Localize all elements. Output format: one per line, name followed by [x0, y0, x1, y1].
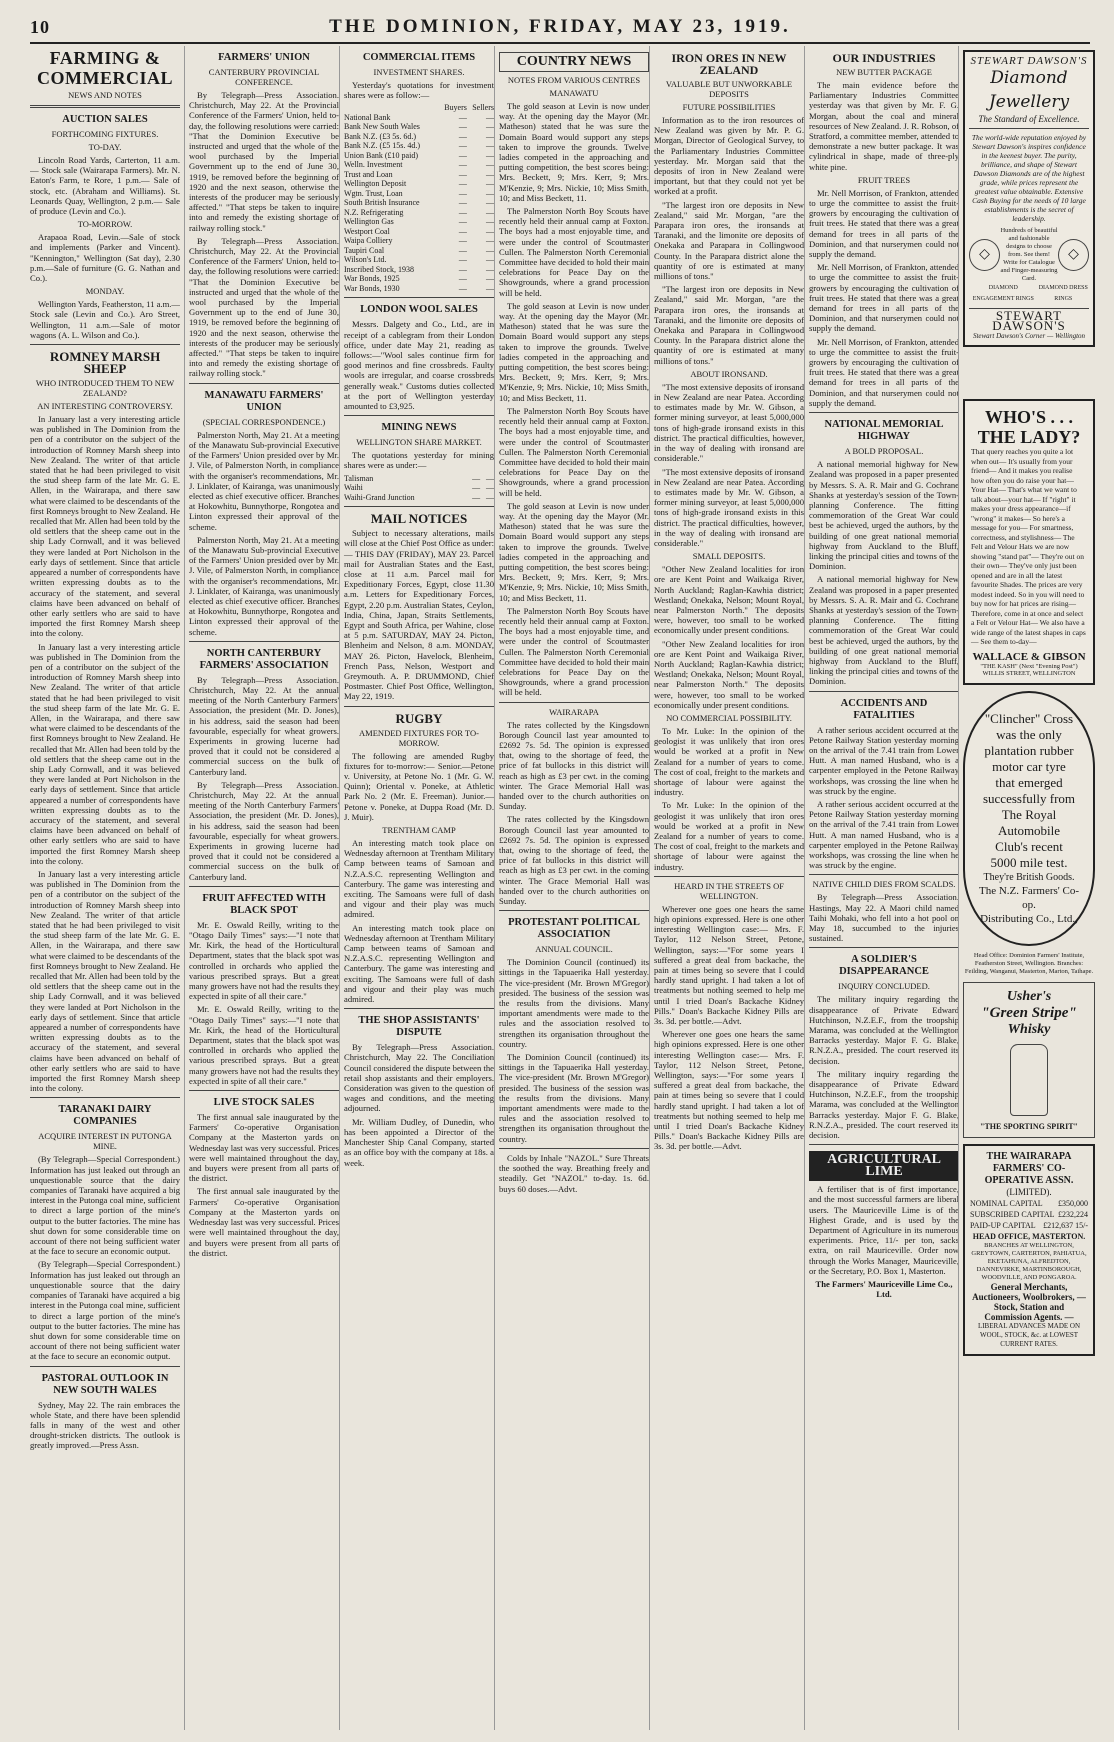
table-row — [344, 493, 494, 503]
lady-advert — [963, 399, 1095, 685]
coop-paidup-label: PAID-UP CAPITAL — [970, 1220, 1036, 1230]
shares-cell: — — [486, 226, 494, 236]
coop-subscribed-label: SUBSCRIBED CAPITAL — [970, 1209, 1055, 1219]
black-spot-text-repeat: Mr. E. Oswald Reilly, writing to the "Otago Daily Times" says:—"I note that Mr. Kirk, the head of the Horticultural Department, states that the black spot was controlled in orchards who applied the various prescribed sprays. But a great many growers have not had the results they expected in spite of all their care." — [189, 1004, 339, 1086]
shares-cell: War Bonds, 1925 — [344, 274, 400, 284]
table-row — [344, 227, 494, 237]
mining-table — [344, 474, 494, 503]
north-canterbury-text-repeat: By Telegraph—Press Association. Christchurch, May 22. At the annual meeting of the North Canterbury Farmers' Association, the president (Mr. D. Jones), in his address, said the season had been favourable, especially for wheat growers. Experiments in growing lucerne had proved that it could not be considered a commercial success on the bulk of Canterbury land. — [189, 779, 339, 882]
table-row — [344, 274, 494, 284]
shares-cell: — — [486, 179, 494, 189]
small-deposits-text-repeat: "Other New Zealand localities for iron ore are Kent Point and Waikaiga River, North Auckland; Raglan-Kawhia district; Westland; Onekaka, Nelson; Mount Royal, near Palmerston North." The deposits were, however, too small to be worked economically under present conditions. — [654, 638, 804, 710]
shares-cell: — — [486, 122, 494, 132]
section-banner: FARMING & COMMERCIAL — [37, 48, 173, 88]
dawson-text: The world-wide reputation enjoyed by Stewart Dawson's inspires confidence in the keenest buyer. The purity, brilliance, and shape of Stewart Dawson Diamonds are of the highest grade, while prices represent the greatest value obtainable. Extensive Cash Buying for the needs of 10 large establishments is the secret of leadership. — [971, 133, 1087, 224]
shares-cell: — — [486, 141, 494, 151]
auction-tomorrow: TO-MORROW. — [77, 219, 133, 230]
heard-text-repeat: Wherever one goes one hears the same high opinions expressed. Here is one other interesting Wellington case:— Mrs. F. Taylor, 112 Nelson Street, Petone, Wellington, says:—"For some years I suffered a great deal from backache, the pain at times being so severe that I could hardly stand upright. I had taken a lot of treatments but nothing seemed to help me until I tried Doan's Backache Kidney Pills." Doan's Backache Kidney Pills are 3s. 3d. per bottle.—Advt. — [654, 1029, 804, 1152]
romney-text: In January last a very interesting article was published in The Dominion from the pen of a contributor on the subject of the introduction of Romney Marsh sheep into New Zealand. The writer of that article stated that he had been privileged to visit the stud sheep farm of the late Mr. G. E. Allen, in the Wairarapa, and there saw what were claimed to be descendants of the first Romneys brought to New Zealand. He recalled that Mr. Allen had been told by the old settlers that the sheep came out in the ship Lady Cornwall, and it was believed they were landed at Port Nicholson in the early days of settlement. Since that article appeared a number of correspondents have written expressing doubts as to the accuracy of the statement, and several claims have been advanced on behalf of other early settlers who are said to have imported the first Romney Marsh sheep into the colony. — [30, 414, 180, 639]
clincher-line-9: Club's recent — [995, 838, 1063, 854]
nazol-advert: Colds by Inhale "NAZOL." Sure Threats the soothed the way. Breathing freely and steadily. Get "NAZOL" to-day. 1s. 6d. buys 60 doses.—Advt. — [499, 1152, 649, 1194]
lady-headline: WHO'S . . . THE LADY? — [977, 407, 1081, 447]
coop-subscribed: £232,224 — [1058, 1209, 1088, 1219]
table-row — [344, 151, 494, 161]
farmers-union-heading: FARMERS' UNION — [218, 52, 310, 63]
shares-cell: — — [486, 169, 494, 179]
table-row — [344, 236, 494, 246]
shares-cell: Bank New South Wales — [344, 122, 420, 132]
mail-text: Subject to necessary alterations, mails will close at the Chief Post Office as under:— THIS DAY (FRIDAY), MAY 23. Parcel mail for Australian States and the East, close at 11 a.m. Parcel mail for Expeditionary Forces, Egypt, close 11.30 a.m. Letters for Expeditionary Forces, Egypt, 2.20 p.m. Australian States, Ceylon, India, China, Japan, Straits Settlements, Egypt and South Africa, per Wahine, close at 5 p.m. SATURDAY, MAY 24. Picton, Blenheim and Nelson, 8 a.m. MONDAY, MAY 26. Picton, Havelock, Blenheim, French Pass, Nelson, Westport and Greymouth. A. P. DRUMMOND, Chief Postmaster. Chief Post Office, Wellington, May 22, 1919. — [344, 528, 494, 702]
shares-cell: — — [458, 226, 467, 236]
shares-cell: Wilson's Ltd. — [344, 255, 387, 265]
iron-subheading: VALUABLE BUT UNWORKABLE DEPOSITS — [665, 79, 793, 99]
shares-cell: — — [458, 274, 467, 284]
auction-today: TO-DAY. — [88, 142, 122, 152]
shares-cell: — — [486, 207, 494, 217]
pastoral-heading: PASTORAL OUTLOOK IN NEW SOUTH WALES — [41, 1372, 169, 1396]
wairarapa-text: The rates collected by the Kingsdown Borough Council last year amounted to £2692 7s. 5d. The opinion is expressed that, owing to the shortage of feed, the price of fat bullocks in this district will reach as high as £3 per cwt. in the coming winter. The Grace Memorial Hall was handed over to the church authorities on Sunday. — [499, 719, 649, 812]
shares-cell: — — [458, 207, 467, 217]
taranaki-text-repeat: (By Telegraph—Special Correspondent.) Information has just leaked out through an unquestionable source that the dairy companies of Taranaki have acquired a big interest in the Putonga coal mine, sufficient to direct a large portion of the mine's output to the butter factories. The mine has shut down for some considerable time on account of there not being sufficient water at the face to secure an economic output. — [30, 1259, 180, 1362]
dawson-name: STEWART DAWSON'S — [970, 55, 1088, 67]
table-row — [344, 132, 494, 142]
industries-subheading: NEW BUTTER PACKAGE — [836, 67, 932, 77]
shop-text-2: Mr. William Dudley, of Dunedin, who has been appointed a Director of the Manchester Ship Canal Company, started as an office boy with the company at 18s. a week. — [344, 1116, 494, 1168]
shares-cell: — — [486, 283, 494, 293]
trentham-text: An interesting match took place on Wednesday afternoon at Trentham Military Camp between teams of Samoan and N.Z.A.S.C. representing Wellington and Canterbury. The game was interesting and exciting. The Samoans were full of dash and vigour and their play was much admired. — [344, 838, 494, 920]
dawson-headline: Diamond Jewellery — [988, 68, 1070, 113]
mining-cell: — — [486, 492, 494, 502]
black-spot-heading: FRUIT AFFECTED WITH BLACK SPOT — [202, 892, 326, 916]
shares-cell: — — [458, 198, 467, 208]
rugby-text: The following are amended Rugby fixtures for to-morrow:— Senior.—Petone v. University, at Petone No. 1 (Mr. G. W. Quinn); Oriental v. Poneke, at Athletic Park No. 2 (Mr. E. Freeman). Junior.—Petone v. Poneke, at Duppa Road (Mr. D. J. Muir). — [344, 750, 494, 822]
coop-footer: LIBERAL ADVANCES MADE ON WOOL, STOCK, &c. at LOWEST CURRENT RATES. — [977, 1321, 1081, 1348]
fruit-text-repeat: Mr. Nell Morrison, of Frankton, attended to urge the committee to assist the fruit-growers by encouraging the cultivation of fruit trees. He stated that there was a great demand for trees in all parts of the Dominion, and that nurserymen could not supply the demand. — [809, 262, 959, 334]
shop-text: By Telegraph—Press Association. Christchurch, May 22. The Conciliation Council considered the dispute between the retail shop assistants and their employers. Consideration was given to the question of wages and conditions, and the meeting adjourned. — [344, 1042, 494, 1114]
coop-nominal: £350,000 — [1058, 1198, 1088, 1208]
no-commercial-text: To Mr. Luke: In the opinion of the geologist it was unlikely that iron ores would be worked at a profit in New Zealand for a number of years to come. The cost of coal, freight to the markets and shortage of labour were against the industry. — [654, 725, 804, 798]
rugby-subheading: AMENDED FIXTURES FOR TO-MORROW. — [359, 727, 479, 748]
dawson-right: DIAMOND DRESS RINGS — [1038, 285, 1088, 302]
shares-cell: — — [486, 274, 494, 284]
page-number: 10 — [30, 16, 50, 37]
live-stock-text: The first annual sale inaugurated by the Farmers' Co-operative Organisation Company at the Masterton yards on Wednesday last was very successful. Prices were well maintained throughout the day, and buyers were present from all parts of the district. — [189, 1112, 339, 1184]
protestant-text-repeat: The Dominion Council (continued) its sittings in the Tapuaerika Hall yesterday. The vice-president (Mr. Brown M'Gregor) presided. The business of the session was the results from the divisions. Many important amendments were made to the rules and the association resolved to strengthen its organisation throughout the country. — [499, 1052, 649, 1144]
table-row — [344, 122, 494, 132]
heard-heading: HEARD IN THE STREETS OF WELLINGTON. — [674, 880, 784, 901]
accidents-text: A rather serious accident occurred at the Petone Railway Station yesterday morning on the arrival of the 7.41 train from Lower Hutt. A man named Husband, who is a carpenter employed in the Petone Railway workshops, was crossing the line when he was struck by the engine. — [809, 724, 959, 796]
mining-note: The quotations yesterday for mining shares were as under:— — [344, 450, 494, 471]
north-canterbury-heading: NORTH CANTERBURY FARMERS' ASSOCIATION — [199, 647, 329, 671]
farmers-union-subheading: CANTERBURY PROVINCIAL CONFERENCE. — [208, 67, 320, 87]
mining-cell: Waihi-Grand Junction — [344, 492, 415, 502]
ironsand-text: "The most extensive deposits of ironsand in New Zealand are near Patea. According to estimates made by Mr. W. Gibson, a former mining surveyor, at least 5,000,000 tons of high-grade ironsand exists in this district. The practical difficulties, however, in the way of dealing with ironsand are considerable." — [654, 381, 804, 464]
column-6 — [804, 46, 959, 1730]
shares-cell: — — [458, 169, 467, 179]
column-5 — [649, 46, 804, 1730]
investment-table — [344, 103, 494, 293]
child-text: By Telegraph—Press Association. Hastings, May 22. A Maori child named Taihi Mohaki, who fell into a hot pool on May 18, succumbed to the injuries sustained. — [809, 892, 959, 944]
lady-shop: WALLACE & GIBSON — [972, 650, 1086, 663]
shares-cell: — — [458, 179, 467, 189]
manawatu-text-2-repeat: The Palmerston North Boy Scouts have recently held their annual camp at Foxton. The boys had a most enjoyable time, and were under the control of Scoutmaster Cullen. The Palmerston North Ceremonial Committee have decided to hold their main celebrations for Peace Day on the Showgrounds, where a grand procession will be held. — [499, 405, 649, 498]
shares-cell: Bank N.Z. (£3 5s. 6d.) — [344, 131, 416, 141]
ironsand-text-repeat: "The most extensive deposits of ironsand in New Zealand are near Patea. According to estimates made by Mr. W. Gibson, a former mining surveyor, at least 5,000,000 tons of high-grade ironsand exists in this district. The practical difficulties, however, in the way of dealing with ironsand are considerable." — [654, 466, 804, 548]
romney-subheading-2: AN INTERESTING CONTROVERSY. — [37, 401, 173, 412]
table-row — [344, 160, 494, 170]
lady-text: That query reaches you quite a lot when out— It's usually from your friend— And it makes you realise how often you do raise your hat—Your Hat— That's what we want to talk about—your hat— If "right" it makes your dress appearance—if "wrong" it makes— So here's a message for you— For smartness, correctness, and stylishness— The Felt and Velour Hats we are now showing "stand pat"— They're out on their own— They've only just been opened and are in all the latest favourite Shades. The prices are very modest indeed. So in you will need to buy now for hat prices are rising— Therefore, come in at once and select a Felt or Velour Hat— We also have a wide range of the latest shapes in caps— See them to-day— — [971, 447, 1086, 646]
romney-text-repeat: In January last a very interesting article was published in The Dominion from the pen of a contributor on the subject of the introduction of Romney Marsh sheep into New Zealand. The writer of that article stated that he had been privileged to visit the stud sheep farm of the late Mr. G. E. Allen, in the Wairarapa, and there saw what were claimed to be descendants of the first Romneys brought to New Zealand. He recalled that Mr. Allen had been told by the old settlers that the sheep came out in the ship Lady Cornwall, and it was believed they were landed at Port Nicholson in the early days of settlement. Since that article appeared a number of correspondents have written expressing doubts as to the accuracy of the statement, and several claims have been advanced on behalf of other early settlers who are said to have imported the first Romney Marsh sheep into the colony. — [30, 641, 180, 866]
table-row — [344, 141, 494, 151]
london-wool-text: Messrs. Dalgety and Co., Ltd., are in receipt of a cablegram from their London office, under date May 21, reading as follows:—"Wool sales continue firm for good merinos and fine crossbreds. Faulty wools are irregular, and coarse crossbreds generally weak." Customs duties collected at the port of Wellington yesterday amounted to £3,925. — [344, 319, 494, 412]
shares-cell: — — [486, 236, 494, 246]
highway-text-repeat: A national memorial highway for New Zealand was proposed in a paper presented by Messrs. S. A. R. Mair and G. Cochrane Shanks at yesterday's session of the Town-planning Conference. The fitting commemoration of the Great War could best be achieved, urged the authors, by the building of one great national memorial highway from Auckland to the Bluff, linking the principal cities and towns of the Dominion. — [809, 574, 959, 687]
shares-cell: Bank N.Z. (£5 15s. 4d.) — [344, 141, 420, 151]
shares-cell: — — [458, 188, 467, 198]
romney-heading: ROMNEY MARSH SHEEP — [49, 349, 161, 377]
table-row — [344, 179, 494, 189]
auction-text-3: Wellington Yards, Featherston, 11 a.m.—Stock sale (Levin and Co.). Aro Street, Wellington, 11 a.m.—Sale of motor wagons (A. L. Wilson and Co.). — [30, 299, 180, 340]
shares-cell: War Bonds, 1930 — [344, 283, 400, 293]
auction-text: Lincoln Road Yards, Carterton, 11 a.m.— Stock sale (Wairarapa Farmers). Mr. N. Eaton's Farm, te Rore, 1 p.m.— Sale of stock, etc. (Abraham and Williams). St. Leonards Quay, Wellington, 2 p.m.— Sale of produce (Levin and Co.). — [30, 155, 180, 217]
shares-cell: — — [486, 160, 494, 170]
romney-subheading: WHO INTRODUCED THEM TO NEW ZEALAND? — [35, 378, 175, 399]
shares-cell: Union Bank (£10 paid) — [344, 150, 418, 160]
table-row — [344, 208, 494, 218]
heard-text: Wherever one goes one hears the same high opinions expressed. Here is one other interesting Wellington case:— Mrs. F. Taylor, 112 Nelson Street, Petone, Wellington, says:—"For some years I suffered a great deal from backache, the pain at times being so severe that I could hardly stand upright. I had taken a lot of treatments but nothing seemed to help me until I tried Doan's Backache Kidney Pills." Doan's Backache Kidney Pills are 3s. 3d. per bottle.—Advt. — [654, 903, 804, 1027]
coop-paidup: £212,637 15/- — [1043, 1220, 1088, 1230]
wairarapa-text-repeat: The rates collected by the Kingsdown Borough Council last year amounted to £2692 7s. 5d. The opinion is expressed that, owing to the shortage of feed, the price of fat bullocks in this district will reach as high as £3 per cwt. in the coming winter. The Grace Memorial Hall was handed over to the church authorities on Sunday. — [499, 814, 649, 907]
table-row — [344, 170, 494, 180]
romney-text-repeat-2: In January last a very interesting article was published in The Dominion from the pen of a contributor on the subject of the introduction of Romney Marsh sheep into New Zealand. The writer of that article stated that he had been privileged to visit the stud sheep farm of the late Mr. G. E. Allen, in the Wairarapa, and there saw what were claimed to be descendants of the first Romneys brought to New Zealand. He recalled that Mr. Allen had been told by the old settlers that the sheep came out in the ship Lady Cornwall, and it was believed they were landed at Port Nicholson in the early days of settlement. Since that article appeared a number of correspondents have written expressing doubts as to the accuracy of the statement, and several claims have been advanced on behalf of other early settlers who are said to have imported the first Romney Marsh sheep into the colony. — [30, 868, 180, 1094]
taranaki-heading: TARANAKI DAIRY COMPANIES — [58, 1104, 152, 1128]
dawson-left: DIAMOND ENGAGEMENT RINGS — [972, 285, 1034, 302]
shares-cell: — — [486, 150, 494, 160]
shares-cell: — — [458, 255, 467, 265]
accidents-heading: ACCIDENTS AND FATALITIES — [840, 697, 928, 721]
coop-name: THE WAIRARAPA FARMERS' CO-OPERATIVE ASSN. — [984, 1150, 1074, 1186]
shares-cell: — — [486, 198, 494, 208]
fruit-text-repeat-2: Mr. Nell Morrison, of Frankton, attended to urge the committee to assist the fruit-growers by encouraging the cultivation of fruit trees. He stated that there was a great demand for trees in all parts of the Dominion, and that nurserymen could not supply the demand. — [809, 336, 959, 408]
dawson-footer: STEWART DAWSON'S — [969, 308, 1089, 331]
shares-cell: South British Insurance — [344, 198, 420, 208]
taranaki-subheading: ACQUIRE INTEREST IN PUTONGA MINE. — [38, 1131, 172, 1152]
clincher-advert — [963, 691, 1095, 946]
shares-cell: — — [486, 112, 494, 122]
coop-office: HEAD OFFICE, MASTERTON. — [972, 1231, 1086, 1241]
clincher-line-10: 5000 mile test. — [990, 854, 1068, 870]
shares-cell: — — [458, 245, 467, 255]
live-stock-text-repeat: The first annual sale inaugurated by the Farmers' Co-operative Organisation Company at the Masterton yards on Wednesday last was very successful. Prices were well maintained throughout the day, and buyers were present from all parts of the district. — [189, 1186, 339, 1258]
table-row — [344, 284, 494, 294]
shares-cell: — — [458, 131, 467, 141]
farmers-union-text-repeat: By Telegraph—Press Association. Christchurch, May 22. At the Provincial Conference of the Farmers' Union, held to-day, the following resolutions were carried: "That the Dominion Executive be instructed and urged that the whole of the wool purchased by the Imperial Government up to the end of June 30, 1919, be removed before the beginning of 1920 and the next season, otherwise the interests of the producer may be seriously affected." "That steps be taken to inquire into and remedy the existing shortage of railway rolling stock." — [189, 235, 339, 379]
shares-cell: Waipa Colliery — [344, 236, 393, 246]
shares-cell: N.Z. Refrigerating — [344, 207, 404, 217]
farmers-union-text: By Telegraph—Press Association. Christchurch, May 22. At the Provincial Conference of the Farmers' Union, held to-day, the following resolutions were carried: "That the Dominion Executive be instructed and urged that the whole of the wool purchased by the Imperial Government up to the end of June 30, 1919, be removed before the beginning of 1920 and the next season, otherwise the interests of the producer may be seriously affected." "That steps be taken to inquire into and remedy the existing shortage of railway rolling stock." — [189, 90, 339, 233]
dawson-tagline: The Standard of Excellence. — [978, 114, 1080, 125]
fruit-heading: FRUIT TREES — [857, 174, 911, 185]
clincher-company-1: The N.Z. Farmers' Co-op. — [978, 884, 1080, 911]
coop-branches: BRANCHES AT WELLINGTON, GREYTOWN, CARTERTON, PAHIATUA, EKETAHUNA, ALFREDTON, DANNEVIRKE, MARTINBOROUGH, WOODVILLE, AND PONGAROA. — [971, 1241, 1087, 1281]
lime-text: A fertiliser that is of first importance, and the most successful farmers are liberal users. The Mauriceville Lime is of the Highest Grade, and is used by the Department of Agriculture in its numerous experiments. Price, 11/- per ton, sacks extra, on rail Mauriceville. Order now through the Works Manager, Mauriceville, or the Secretary, P.O. Box 1, Masterton. — [809, 1184, 959, 1276]
shares-cell: — — [486, 217, 494, 227]
london-wool-heading: LONDON WOOL SALES — [360, 304, 478, 316]
highway-subheading: A BOLD PROPOSAL. — [844, 446, 924, 457]
manawatu-text: The gold season at Levin is now under way. At the opening day the Mayor (Mr. Matheson) stated that he was sure the Domain Board would support any steps taken to improve the grounds. Twelve ladies competed in the approaching and putting competition, the best scores being: Mrs. Beckett, 9; Mrs. Kerr, 9; Mrs. M'Kenzie, 9; Mrs. Nickie, 10; Miss Smith, 10; and Miss Beckett, 11. — [499, 101, 649, 203]
auction-heading: AUCTION SALES — [62, 114, 148, 125]
table-row — [344, 246, 494, 256]
dawson-middle: Hundreds of beautiful and fashionable designs to choose from. See them! Write for Catalogue and Finger-measuring Card. — [1000, 227, 1058, 283]
table-row — [344, 483, 494, 493]
clincher-line-7: The Royal — [1001, 806, 1057, 822]
no-commercial-heading: NO COMMERCIAL POSSIBILITY. — [666, 712, 792, 723]
section-subbanner: NEWS AND NOTES — [68, 90, 142, 100]
bottle-icon — [1010, 1044, 1048, 1116]
shares-cell: — — [458, 217, 467, 227]
iron-text-2: "The largest iron ore deposits in New Zealand," said Mr. Morgan, "are the Parapara iron ores, the ironsands at Taranaki, and the limonite ore deposits of Onekaka and Parapara in Collingwood County. In the Parapara district alone the quantity of ore is estimated at many millions of tons." — [654, 199, 804, 282]
industries-heading: OUR INDUSTRIES — [832, 51, 936, 65]
lime-company: The Farmers' Mauriceville Lime Co., Ltd. — [815, 1279, 953, 1300]
shares-cell: — — [486, 245, 494, 255]
table-row — [344, 198, 494, 208]
clincher-company-2: Distributing Co., Ltd., — [980, 912, 1078, 925]
industries-text: The main evidence before the Parliamentary Industries Committee yesterday was that given by Mr. F. G. Morgan, about the coal and mineral resources of New Zealand. J. R. Robson, of Stratford, a committee member, attended to demonstrate a new butter package. It was cylindrical in shape, made of three-ply white pine. — [809, 80, 959, 172]
iron-subheading-2: FUTURE POSSIBILITIES — [682, 102, 776, 112]
manawatu-text-repeat-2: The gold season at Levin is now under way. At the opening day the Mayor (Mr. Matheson) stated that he was sure the Domain Board would support any steps taken to improve the grounds. Twelve ladies competed in the approaching and putting competition, the best scores being: Mrs. Beckett, 9; Mrs. Kerr, 9; Mrs. M'Kenzie, 9; Mrs. Nickie, 10; Miss Smith, 10; and Miss Beckett, 11. — [499, 500, 649, 603]
lady-shop-sub: "THE KASH" (Next "Evening Post") WILLIS STREET, WELLINGTON — [980, 662, 1078, 677]
whisky-advert — [963, 982, 1095, 1138]
mining-subheading: WELLINGTON SHARE MARKET. — [356, 437, 482, 448]
auction-monday: MONDAY. — [85, 286, 125, 297]
taranaki-text: (By Telegraph—Special Correspondent.) Information has just leaked out through an unquestionable source that the dairy companies of Taranaki have acquired a big interest in the Putonga coal mine, sufficient to direct a large portion of the mine's output to the butter factories. The mine has shut down for some considerable time on account of there not being sufficient water at the face to secure an economic output. — [30, 1154, 180, 1257]
clincher-line-4: motor car tyre — [992, 758, 1066, 774]
diamond-ring-icon-2: ◇ — [1058, 239, 1089, 271]
iron-text: Information as to the iron resources of New Zealand was given by Mr. P. G. Morgan, Director of Geological Survey, to the Parliamentary Industries Committee yesterday. Mr. Morgan said that the deposits of iron in New Zealand were important, but that they could not yet be worked at a profit. — [654, 115, 804, 197]
investment-subheading: INVESTMENT SHARES. — [373, 67, 465, 77]
diamond-ring-icon: ◇ — [969, 239, 1000, 271]
table-row — [344, 113, 494, 123]
masthead — [30, 12, 1090, 44]
shares-cell: Welln. Investment — [344, 160, 403, 170]
shares-cell: Trust and Loan — [344, 169, 393, 179]
investment-note: Yesterday's quotations for investment shares were as follow:— — [344, 80, 494, 101]
shares-cell: Wellington Gas — [344, 217, 394, 227]
column-1 — [30, 46, 180, 1730]
rugby-heading: RUGBY — [395, 710, 443, 726]
clincher-line-6: successfully from — [982, 790, 1076, 806]
whisky-name: "Green Stripe" — [981, 1004, 1077, 1021]
sellers-header: Sellers — [472, 103, 494, 113]
shares-cell: — — [458, 112, 467, 122]
small-deposits-heading: SMALL DEPOSITS. — [692, 551, 766, 562]
dawson-address: Stewart Dawson's Corner — Wellington — [972, 332, 1086, 341]
shares-cell: Wgtn. Trust, Loan — [344, 188, 403, 198]
manawatu-farmers-text-repeat: Palmerston North, May 21. At a meeting of the Manawatu Sub-provincial Executive of the Farmers' Union presided over by Mr. J. Vile, of Palmerston North, in compliance with the organiser's recommendations, Mr. J. Linklater, of Kairanga, was unanimously elected as chief executive officer. Branches at Hokowhitu, Bunnythorpe, Rongotea and Linton expressed their approval of the scheme. — [189, 534, 339, 637]
soldier-subheading: INQUIRY CONCLUDED. — [838, 981, 930, 992]
coop-advert — [963, 1144, 1095, 1356]
shares-cell: — — [458, 150, 467, 160]
clincher-office: Head Office: Dominion Farmers' Institute, Featherston Street, Wellington. Branches: Feilding, Wanganui, Masterton, Marton, Taihape. — [964, 951, 1094, 975]
fruit-text: Mr. Nell Morrison, of Frankton, attended to urge the committee to assist the fruit-growers by encouraging the cultivation of fruit trees. He stated that there was a great demand for trees in all parts of the Dominion, and that nurserymen could not supply the demand. — [809, 187, 959, 260]
shares-cell: Wellington Deposit — [344, 179, 407, 189]
mining-cell: — — [486, 473, 494, 483]
shares-cell: — — [486, 188, 494, 198]
mining-cell: — — [472, 473, 481, 483]
soldier-text-repeat: The military inquiry regarding the disappearance of Private Edward Hutchinson, N.Z.E.F., from the troopship Marama, was concluded at the Wellington Barracks yesterday. Major F. G. Blake, R.N.Z.A., presided. The court reserved its decision. — [809, 1068, 959, 1141]
column-3 — [339, 46, 494, 1730]
manawatu-text-2-repeat-2: The Palmerston North Boy Scouts have recently held their annual camp at Foxton. The boys had a most enjoyable time, and were under the control of Scoutmaster Cullen. The Palmerston North Ceremonial Committee have decided to hold their main celebrations for Peace Day on the Showgrounds, where a grand procession will be held. — [499, 605, 649, 698]
clincher-line-8: Automobile — [997, 822, 1061, 838]
north-canterbury-text: By Telegraph—Press Association. Christchurch, May 22. At the annual meeting of the North Canterbury Farmers' Association, the president (Mr. D. Jones), in his address, said the season had been favourable, especially for wheat growers. Experiments in growing lucerne had proved that it could not be considered a commercial success on the bulk of Canterbury land. — [189, 674, 339, 777]
soldier-heading: A SOLDIER'S DISAPPEARANCE — [839, 954, 929, 978]
table-row — [344, 189, 494, 199]
clincher-line-3: plantation rubber — [984, 742, 1074, 758]
shares-cell: Westport Coal — [344, 226, 390, 236]
commercial-heading: COMMERCIAL ITEMS — [362, 52, 476, 63]
protestant-heading: PROTESTANT POLITICAL ASSOCIATION — [508, 917, 640, 941]
clincher-line-5: that emerged — [995, 774, 1063, 790]
shares-cell: — — [486, 131, 494, 141]
highway-heading: NATIONAL MEMORIAL HIGHWAY — [824, 419, 944, 443]
mining-heading: MINING NEWS — [381, 422, 457, 434]
table-row — [344, 474, 494, 484]
coop-limited: (LIMITED). — [1006, 1186, 1052, 1197]
table-row — [344, 255, 494, 265]
clincher-line-2: was the only — [996, 726, 1062, 742]
manawatu-farmers-text: Palmerston North, May 21. At a meeting of the Manawatu Sub-provincial Executive of the Farmers' Union presided over by Mr. J. Vile, of Palmerston North, in compliance with the organiser's recommendations, Mr. J. Linklater, of Kairanga, was unanimously elected as chief executive officer. Branches at Hokowhitu, Bunnythorpe, Rongotea and Linton expressed their approval of the scheme. — [189, 429, 339, 532]
buyers-header: Buyers — [444, 103, 467, 113]
coop-nominal-label: NOMINAL CAPITAL — [970, 1198, 1043, 1208]
coop-services: General Merchants, Auctioneers, Woolbrokers, — Stock, Station and Commission Agents. — — [972, 1281, 1086, 1322]
protestant-text: The Dominion Council (continued) its sittings in the Tapuaerika Hall yesterday. The vice-president (Mr. Brown M'Gregor) presided. The business of the session was the results from the divisions. Many important amendments were made to the rules and the association resolved to strengthen its organisation throughout the country. — [499, 957, 649, 1049]
shares-cell: — — [486, 255, 494, 265]
right-adverts — [958, 395, 1095, 1730]
whisky-slogan: "THE SPORTING SPIRIT" — [980, 1121, 1078, 1131]
whisky-type: Whisky — [1007, 1021, 1051, 1037]
shares-cell: — — [458, 236, 467, 246]
shares-cell: Inscribed Stock, 1938 — [344, 264, 414, 274]
accidents-text-repeat: A rather serious accident occurred at the Petone Railway Station yesterday morning on the arrival of the 7.41 train from Lower Hutt. A man named Husband, who is a carpenter employed in the Petone Railway workshops, was crossing the line when he was struck by the engine. — [809, 798, 959, 871]
auction-text-2: Arapaoa Road, Levin.—Sale of stock and implements (Parker and Vincent). "Kennington," Wellington (Sat day), 2.30 p.m.—Sale of furniture (G. G. Nathan and Co.). — [30, 232, 180, 284]
shares-cell: Taupiri Coal — [344, 245, 385, 255]
shares-cell: — — [458, 283, 467, 293]
country-subheading: NOTES FROM VARIOUS CENTRES — [507, 75, 641, 85]
trentham-heading: TRENTHAM CAMP — [382, 825, 456, 836]
manawatu-farmers-sub: (SPECIAL CORRESPONDENCE.) — [202, 416, 326, 427]
clincher-line-1: "Clincher" Cross — [984, 710, 1074, 726]
shop-heading: THE SHOP ASSISTANTS' DISPUTE — [358, 1015, 480, 1039]
protestant-subheading: ANNUAL COUNCIL. — [535, 944, 613, 955]
shares-cell: — — [458, 141, 467, 151]
mining-cell: Waihi — [344, 483, 363, 493]
manawatu-text-2: The Palmerston North Boy Scouts have recently held their annual camp at Foxton. The boys had a most enjoyable time, and were under the control of Scoutmaster Cullen. The Palmerston North Ceremonial Committee have decided to hold their main celebrations for Peace Day on the Showgrounds, where a grand procession will be held. — [499, 206, 649, 298]
dawson-advert — [963, 50, 1095, 347]
manawatu-text-repeat: The gold season at Levin is now under way. At the opening day the Mayor (Mr. Matheson) stated that he was sure the Domain Board would support any steps taken to improve the grounds. Twelve ladies competed in the approaching and putting competition, the best scores being: Mrs. Beckett, 9; Mrs. Kerr, 9; Mrs. M'Kenzie, 9; Mrs. Nickie, 10; Miss Smith, 10; and Miss Beckett, 11. — [499, 300, 649, 403]
column-2 — [184, 46, 339, 1730]
child-heading: NATIVE CHILD DIES FROM SCALDS. — [812, 879, 956, 890]
mining-cell: — — [472, 492, 481, 502]
mail-heading: MAIL NOTICES — [370, 511, 468, 527]
soldier-text: The military inquiry regarding the disappearance of Private Edward Hutchinson, N.Z.E.F., from the troopship Marama, was concluded at the Wellington Barracks yesterday. Major F. G. Blake, R.N.Z.A., presided. The court reserved its decision. — [809, 994, 959, 1066]
mining-cell: Talisman — [344, 473, 374, 483]
shares-cell: — — [458, 264, 467, 274]
whisky-brand: Usher's — [1006, 988, 1052, 1004]
no-commercial-text-repeat: To Mr. Luke: In the opinion of the geologist it was unlikely that iron ores would be worked at a profit in New Zealand for a number of years to come. The cost of coal, freight to the markets and shortage of labour were against the industry. — [654, 800, 804, 872]
table-row — [344, 265, 494, 275]
auction-subheading: FORTHCOMING FIXTURES. — [51, 129, 159, 139]
column-4 — [494, 46, 649, 1730]
clincher-small: They're British Goods. — [983, 871, 1075, 883]
manawatu-farmers-heading: MANAWATU FARMERS' UNION — [204, 389, 324, 413]
small-deposits-text: "Other New Zealand localities for iron ore are Kent Point and Waikaiga River, North Auckland; Raglan-Kawhia district; Westland; Onekaka, Nelson; Mount Royal, near Palmerston North." The deposits were, however, too small to be worked economically under present conditions. — [654, 564, 804, 636]
lime-heading: AGRICULTURAL LIME — [809, 1151, 959, 1181]
paper-title: THE DOMINION, FRIDAY, MAY 23, 1919. — [329, 16, 791, 37]
shares-cell: National Bank — [344, 112, 391, 122]
wairarapa-heading: WAIRARAPA — [549, 706, 599, 717]
live-stock-heading: LIVE STOCK SALES — [213, 1097, 315, 1109]
country-heading: COUNTRY NEWS — [499, 52, 649, 72]
black-spot-text: Mr. E. Oswald Reilly, writing to the "Otago Daily Times" says:—"I note that Mr. Kirk, the head of the Horticultural Department, states that the black spot was controlled in orchards who applied the various prescribed sprays. But a great many growers have not had the results they expected in spite of all their care." — [189, 919, 339, 1002]
mining-cell: — — [486, 483, 494, 493]
iron-heading: IRON ORES IN NEW ZEALAND — [671, 51, 787, 77]
shares-cell: — — [486, 264, 494, 274]
shares-cell: — — [458, 122, 467, 132]
manawatu-heading: MANAWATU — [549, 88, 599, 98]
table-row — [344, 217, 494, 227]
highway-text: A national memorial highway for New Zealand was proposed in a paper presented by Messrs. S. A. R. Mair and G. Cochrane Shanks at yesterday's session of the Town-planning Conference. The fitting commemoration of the Great War could best be achieved, urged the authors, by the building of one great national memorial highway from Auckland to the Bluff, linking the principal cities and towns of the Dominion. — [809, 459, 959, 572]
pastoral-text: Sydney, May 22. The rain embraces the whole State, and there have been splendid falls in many of the west and other drought-stricken districts. The outlook is greatly improved.—Press Assn. — [30, 1399, 180, 1451]
mining-cell: — — [472, 483, 481, 493]
iron-text-2-repeat: "The largest iron ore deposits in New Zealand," said Mr. Morgan, "are the Parapara iron ores, the ironsands at Taranaki, and the limonite ore deposits of Onekaka and Parapara in Collingwood County. In the Parapara district alone the quantity of ore is estimated at many millions of tons." — [654, 284, 804, 366]
ironsand-heading: ABOUT IRONSAND. — [690, 368, 768, 379]
trentham-text-repeat: An interesting match took place on Wednesday afternoon at Trentham Military Camp between teams of Samoan and N.Z.A.S.C. representing Wellington and Canterbury. The game was interesting and exciting. The Samoans were full of dash and vigour and their play was much admired. — [344, 922, 494, 1005]
shares-cell: — — [458, 160, 467, 170]
